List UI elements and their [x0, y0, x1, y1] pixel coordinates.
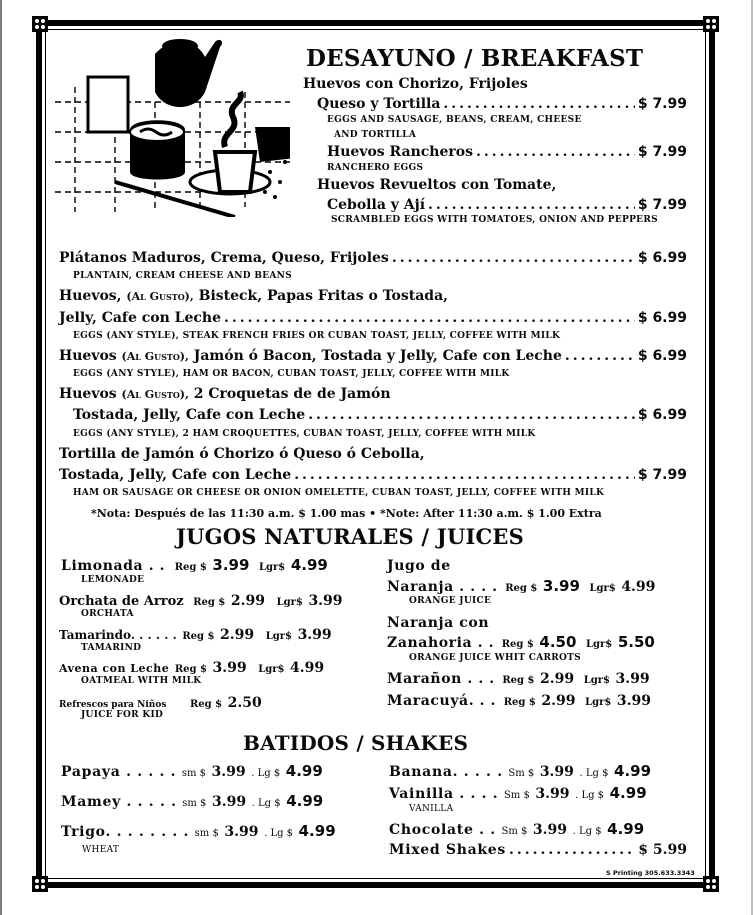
shake-item-row	[389, 842, 687, 858]
menu-item-name: Queso y Tortilla	[317, 96, 441, 112]
menu-item-name-part: (Al Gusto),	[121, 388, 189, 401]
printer-credit: S Printing 305.633.3343	[606, 869, 695, 877]
juice-description: OATMEAL WITH MILK	[81, 676, 202, 686]
juice-name: Naranja con	[387, 615, 490, 631]
juice-name: Refrescos para Niños	[59, 700, 167, 710]
large-price: 4.99	[286, 792, 324, 810]
juice-name: Naranja . . . .	[387, 579, 498, 595]
large-price: 4.99	[290, 556, 328, 574]
menu-item-name: Cebolla y Ají	[327, 197, 426, 213]
juice-description: ORANGE JUICE WHIT CARROTS	[409, 653, 581, 663]
menu-item-row	[327, 197, 687, 213]
shake-item-row	[61, 762, 323, 780]
frame-line	[32, 882, 719, 888]
menu-item-name: Plátanos Maduros, Crema, Queso, Frijoles	[59, 250, 389, 266]
large-price: 4.99	[609, 784, 647, 802]
menu-item-price: $ 6.99	[637, 348, 687, 364]
menu-item-description: EGGS AND SAUSAGE, BEANS, CREAM, CHEESE	[327, 115, 582, 125]
juice-item-row	[59, 692, 262, 711]
juice-name: Jugo de	[387, 558, 451, 574]
menu-item-price: $ 6.99	[637, 310, 687, 326]
large-price: 3.99	[616, 693, 651, 709]
large-price: 4.99	[614, 762, 652, 780]
frame-line	[45, 30, 46, 878]
shake-item-row	[61, 822, 336, 840]
frame-line	[46, 878, 705, 879]
frame-line	[46, 29, 705, 30]
menu-item-description: PLANTAIN, CREAM CHEESE AND BEANS	[73, 271, 293, 281]
juice-name: Limonada . .	[61, 558, 166, 574]
dot-leader	[308, 407, 635, 423]
juice-name-line	[387, 555, 451, 574]
juice-description: TAMARIND	[81, 643, 142, 653]
juice-item-row	[61, 555, 328, 574]
dot-leader	[224, 310, 635, 326]
large-size-label: . Lg $	[572, 826, 602, 837]
menu-item-description: SCRAMBLED EGGS WITH TOMATOES, ONION AND PEPPERS	[331, 215, 658, 225]
page-edge-left	[0, 0, 4, 915]
reg-price: 2.99	[541, 693, 576, 709]
large-price: 3.99	[308, 593, 343, 609]
large-price: 3.99	[615, 671, 650, 687]
large-size-label: . Lg $	[264, 828, 294, 839]
menu-item-name-part: Bisteck, Papas Fritas o Tostada,	[198, 288, 449, 304]
menu-item-price: $ 6.99	[637, 407, 687, 423]
juice-name: Marañon . . .	[387, 671, 495, 687]
small-size-label: sm $	[181, 768, 206, 779]
large-price: 4.99	[290, 660, 325, 676]
large-size-label: Lgr$	[585, 639, 613, 650]
menu-item-name-part: Huevos	[59, 348, 117, 364]
juice-description: JUICE FOR KID	[81, 710, 164, 720]
small-size-label: sm $	[182, 798, 207, 809]
juice-name: Avena con Leche	[59, 662, 170, 675]
shake-name: Chocolate . .	[389, 822, 496, 838]
menu-item-row	[327, 144, 687, 160]
reg-price: 2.50	[227, 695, 262, 711]
shake-item-row	[389, 820, 644, 838]
shake-price: $ 5.99	[638, 842, 687, 858]
shake-item-row	[389, 784, 647, 802]
menu-item-name-part: 2 Croquetas de de Jamón	[193, 386, 391, 402]
menu-item-row	[317, 96, 687, 112]
frame-line	[36, 16, 42, 892]
reg-size-label: Reg $	[505, 583, 538, 594]
shake-name: Papaya . . . . .	[61, 764, 177, 780]
reg-size-label: Reg $	[502, 675, 535, 686]
price-note: *Nota: Después de las 11:30 a.m. $ 1.00 mas • *Note: After 11:30 a.m. $ 1.00 Extra	[91, 507, 602, 520]
small-price: 3.99	[532, 822, 568, 838]
menu-item-name: Huevos Rancheros	[327, 144, 473, 160]
small-price: 3.99	[535, 786, 570, 802]
small-size-label: Sm $	[501, 826, 528, 837]
shake-item-row	[389, 762, 651, 780]
menu-item-description: RANCHERO EGGS	[327, 163, 424, 173]
reg-price: 3.99	[212, 556, 250, 574]
dot-leader	[476, 144, 635, 160]
menu-item-price: $ 7.99	[637, 144, 687, 160]
menu-item-name: Tostada, Jelly, Cafe con Leche	[73, 407, 306, 423]
dot-leader	[294, 467, 635, 483]
reg-price: 3.99	[542, 577, 580, 595]
menu-item-name: Tostada, Jelly, Cafe con Leche	[59, 467, 292, 483]
small-price: 3.99	[539, 764, 574, 780]
juice-description: LEMONADE	[81, 575, 145, 585]
reg-size-label: Reg $	[174, 664, 207, 675]
juice-item-row	[59, 657, 324, 676]
menu-item-name: Huevos con Chorizo, Frijoles	[303, 76, 528, 92]
shake-name: Vainilla . . . .	[389, 786, 499, 802]
menu-item-row	[59, 250, 687, 266]
large-size-label: Lgr$	[589, 583, 616, 594]
large-price: 4.99	[298, 822, 336, 840]
juice-item-row	[387, 576, 655, 595]
large-size-label: Lgr$	[585, 697, 612, 708]
juice-item-row	[59, 624, 332, 643]
reg-size-label: Reg $	[174, 562, 207, 573]
small-price: 3.99	[224, 824, 259, 840]
checker-corner-icon	[703, 16, 719, 32]
reg-size-label: Reg $	[501, 639, 534, 650]
juice-name: Maracuyá. . .	[387, 693, 497, 709]
menu-item-name-part: Jamón ó Bacon, Tostada y Jelly, Cafe con Leche	[193, 348, 562, 364]
large-size-label: . Lg $	[575, 790, 605, 801]
menu-item-description: EGGS (ANY STYLE), STEAK FRENCH FRIES OR CUBAN TOAST, JELLY, COFFEE WITH MILK	[73, 331, 561, 341]
reg-price: 3.99	[212, 660, 247, 676]
frame-line	[32, 20, 719, 26]
frame-line	[709, 16, 715, 892]
shake-name: Banana. . . . .	[389, 764, 503, 780]
menu-item-name	[59, 288, 448, 304]
menu-item-description: EGGS (ANY STYLE), HAM OR BACON, CUBAN TOAST, JELLY, COFFEE WITH MILK	[73, 369, 510, 379]
breakfast-section-title: DESAYUNO / BREAKFAST	[306, 45, 644, 72]
juice-description: ORANGE JUICE	[409, 596, 492, 606]
reg-size-label: Reg $	[182, 631, 215, 642]
reg-price: 2.99	[230, 593, 266, 609]
juice-name: Orchata de Arroz	[59, 594, 184, 609]
menu-item-row	[59, 348, 687, 364]
juice-item-row	[387, 668, 650, 687]
small-size-label: sm $	[194, 828, 219, 839]
menu-item-price: $ 7.99	[637, 197, 687, 213]
menu-item-name-part: Huevos,	[59, 288, 122, 304]
large-size-label: Lgr$	[258, 562, 286, 573]
reg-price: 2.99	[540, 671, 575, 687]
menu-item-description: HAM OR SAUSAGE OR CHEESE OR ONION OMELETTE, CUBAN TOAST, JELLY, COFFEE WITH MILK	[73, 488, 605, 498]
juice-item-row	[387, 632, 655, 651]
large-size-label: . Lg $	[251, 768, 281, 779]
juice-name-line	[387, 612, 489, 631]
juice-name: Zanahoria . .	[387, 635, 495, 651]
menu-item-name: Tortilla de Jamón ó Chorizo ó Queso ó Cebolla,	[59, 446, 425, 462]
juice-item-row	[59, 590, 343, 609]
large-price: 3.99	[297, 627, 332, 643]
shake-item-row	[61, 792, 323, 810]
large-size-label: Lgr$	[583, 675, 610, 686]
juices-section-title: JUGOS NATURALES / JUICES	[176, 524, 524, 549]
menu-item-row	[73, 407, 687, 423]
menu-item-name: Jelly, Cafe con Leche	[59, 310, 222, 326]
menu-item-name	[59, 348, 562, 364]
dot-leader	[428, 197, 635, 213]
large-size-label: Lgr$	[276, 597, 303, 608]
menu-item-name-part: Huevos	[59, 386, 117, 402]
small-price: 3.99	[211, 764, 246, 780]
juice-description: ORCHATA	[81, 609, 134, 619]
menu-item-name: Huevos Revueltos con Tomate,	[317, 177, 557, 193]
checker-corner-icon	[32, 16, 48, 32]
checker-corner-icon	[703, 876, 719, 892]
shake-name: Mamey . . . . .	[61, 794, 177, 810]
reg-price: 2.99	[220, 627, 255, 643]
juice-name: Tamarindo. . . . . .	[59, 628, 177, 642]
menu-item-name	[59, 386, 391, 402]
large-size-label: Lgr$	[265, 631, 292, 642]
menu-item-description: AND TORTILLA	[334, 130, 417, 140]
reg-size-label: Reg $	[189, 699, 223, 710]
menu-item-price: $ 7.99	[637, 467, 687, 483]
small-price: 3.99	[211, 794, 247, 810]
menu-item-price: $ 7.99	[637, 96, 687, 112]
reg-price: 4.50	[539, 633, 577, 651]
shakes-section-title: BATIDOS / SHAKES	[243, 731, 469, 755]
large-size-label: Lgr$	[258, 664, 285, 675]
breakfast-illustration-icon	[55, 32, 290, 217]
menu-item-name-part: (Al Gusto),	[126, 290, 194, 303]
large-size-label: . Lg $	[251, 798, 281, 809]
dot-leader	[565, 348, 635, 364]
dot-leader	[509, 842, 635, 858]
large-price: 5.50	[617, 633, 655, 651]
shake-description: VANILLA	[409, 804, 454, 814]
shake-name: Trigo. . . . . . . .	[61, 824, 190, 840]
reg-size-label: Reg $	[193, 597, 226, 608]
small-size-label: Sm $	[508, 768, 535, 779]
reg-size-label: Reg $	[503, 697, 536, 708]
dot-leader	[392, 250, 635, 266]
shake-name: Mixed Shakes	[389, 842, 506, 858]
large-size-label: . Lg $	[579, 768, 609, 779]
menu-item-name-part: (Al Gusto),	[121, 350, 189, 363]
dot-leader	[443, 96, 634, 112]
frame-line	[705, 30, 706, 878]
large-price: 4.99	[607, 820, 645, 838]
juice-item-row	[387, 690, 651, 709]
checker-corner-icon	[32, 876, 48, 892]
small-size-label: Sm $	[503, 790, 530, 801]
large-price: 4.99	[285, 762, 323, 780]
shake-description: WHEAT	[82, 845, 120, 855]
large-price: 4.99	[621, 579, 656, 595]
menu-item-description: EGGS (ANY STYLE), 2 HAM CROQUETTES, CUBAN TOAST, JELLY, COFFEE WITH MILK	[73, 429, 536, 439]
menu-item-row	[59, 310, 687, 326]
menu-item-price: $ 6.99	[637, 250, 687, 266]
menu-item-row	[59, 467, 687, 483]
